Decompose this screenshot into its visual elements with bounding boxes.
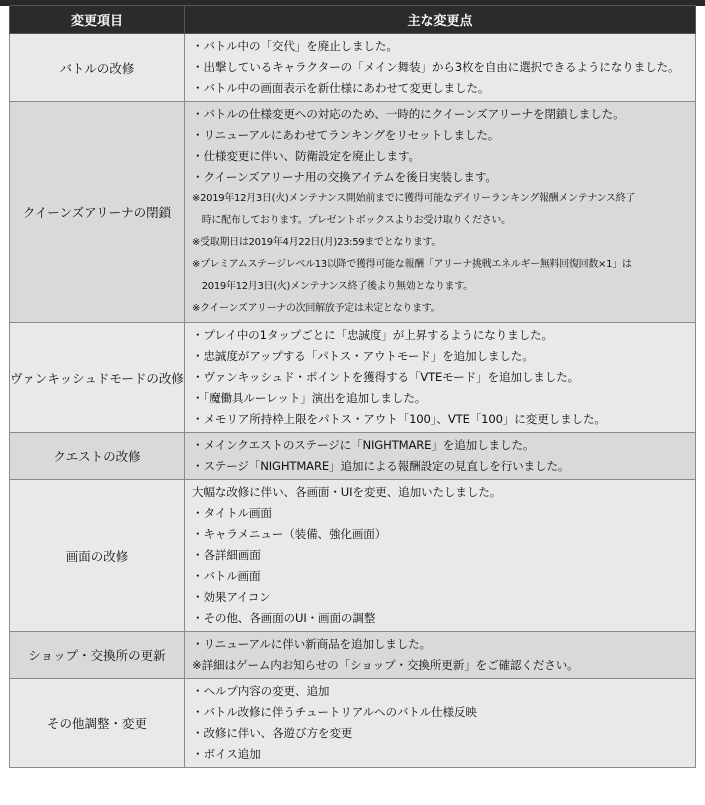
detail-line: ・バトルの仕様変更への対応のため、一時的にクイーンズアリーナを閉鎖しました。: [192, 107, 625, 121]
row-category: その他調整・変更: [10, 679, 185, 768]
detail-line: ※詳細はゲーム内お知らせの「ショップ・交換所更新」をご確認ください。: [192, 658, 579, 672]
detail-line: ・ヴァンキッシュド・ポイントを獲得する「VTEモード」を追加しました。: [192, 370, 580, 384]
detail-line: 大幅な改修に伴い、各画面・UIを変更、追加いたしました。: [192, 485, 502, 499]
row-category: バトルの改修: [10, 34, 185, 102]
header-details: 主な変更点: [185, 6, 696, 34]
row-category: クエストの改修: [10, 433, 185, 480]
detail-line: ・バトル改修に伴うチュートリアルへのバトル仕様反映: [192, 705, 477, 719]
detail-line: ・リニューアルに伴い新商品を追加しました。: [192, 637, 432, 651]
row-category: 画面の改修: [10, 480, 185, 632]
detail-line: ・クイーンズアリーナ用の交換アイテムを後日実装します。: [192, 170, 497, 184]
detail-line: ・メモリア所持枠上限をパトス・アウト「100」、VTE「100」に変更しました。: [192, 412, 606, 426]
table-row-quest: [10, 433, 696, 480]
row-details: [185, 323, 696, 433]
detail-line: ・ヘルプ内容の変更、追加: [192, 684, 330, 698]
row-category: ショップ・交換所の更新: [10, 632, 185, 679]
detail-line: ・その他、各画面のUI・画面の調整: [192, 611, 376, 625]
detail-line: ・バトル画面: [192, 569, 261, 583]
detail-line: ・タイトル画面: [192, 506, 272, 520]
row-details: [185, 34, 696, 102]
row-details: [185, 679, 696, 768]
detail-note: 時に配布しております。プレゼントボックスよりお受け取りください。: [192, 215, 511, 226]
detail-note: 2019年12月3日(火)メンテナンス終了後より無効となります。: [192, 281, 473, 292]
table-row-other: [10, 679, 696, 768]
table-row-shop: [10, 632, 696, 679]
row-details: [185, 433, 696, 480]
row-details: [185, 102, 696, 323]
detail-line: ・バトル中の画面表示を新仕様にあわせて変更しました。: [192, 81, 490, 95]
detail-line: ・プレイ中の1タップごとに「忠誠度」が上昇するようになりました。: [192, 328, 553, 342]
table-row-arena: [10, 102, 696, 323]
detail-line: ・改修に伴い、各遊び方を変更: [192, 726, 353, 740]
detail-line: ・各詳細画面: [192, 548, 261, 562]
detail-note: ※2019年12月3日(火)メンテナンス開始前までに獲得可能なデイリーランキング報酬メンテナンス終了: [192, 193, 636, 204]
header-category: 変更項目: [10, 6, 185, 34]
detail-line: ・バトル中の「交代」を廃止しました。: [192, 39, 398, 53]
detail-note: ※受取期日は2019年4月22日(月)23:59までとなります。: [192, 237, 442, 248]
table-row-battle: [10, 34, 696, 102]
row-category: ヴァンキッシュドモードの改修: [10, 323, 185, 433]
detail-note: ※クイーンズアリーナの次回解放予定は未定となります。: [192, 303, 441, 314]
row-category: クイーンズアリーナの閉鎖: [10, 102, 185, 323]
row-details: [185, 480, 696, 632]
header-row: [10, 6, 696, 34]
detail-note: ※プレミアムステージレベル13以降で獲得可能な報酬「アリーナ挑戦エネルギー無料回復回数×1」は: [192, 259, 632, 270]
detail-line: ・ボイス追加: [192, 747, 261, 761]
detail-line: ・効果アイコン: [192, 590, 271, 604]
row-details: [185, 632, 696, 679]
detail-line: ・「魔働具ルーレット」演出を追加しました。: [192, 391, 427, 405]
detail-line: ・出撃しているキャラクターの「メイン舞装」から3枚を自由に選択できるようになりました。: [192, 60, 680, 74]
table-row-vanquished: [10, 323, 696, 433]
detail-line: ・ステージ「NIGHTMARE」追加による報酬設定の見直しを行いました。: [192, 459, 570, 473]
detail-line: ・忠誠度がアップする「パトス・アウトモード」を追加しました。: [192, 349, 534, 363]
detail-line: ・メインクエストのステージに「NIGHTMARE」を追加しました。: [192, 438, 535, 452]
table-row-screens: [10, 480, 696, 632]
detail-line: ・キャラメニュー（装備、強化画面）: [192, 527, 387, 541]
detail-line: ・リニューアルにあわせてランキングをリセットしました。: [192, 128, 500, 142]
detail-line: ・仕様変更に伴い、防衛設定を廃止します。: [192, 149, 420, 163]
changes-table: [9, 5, 696, 768]
